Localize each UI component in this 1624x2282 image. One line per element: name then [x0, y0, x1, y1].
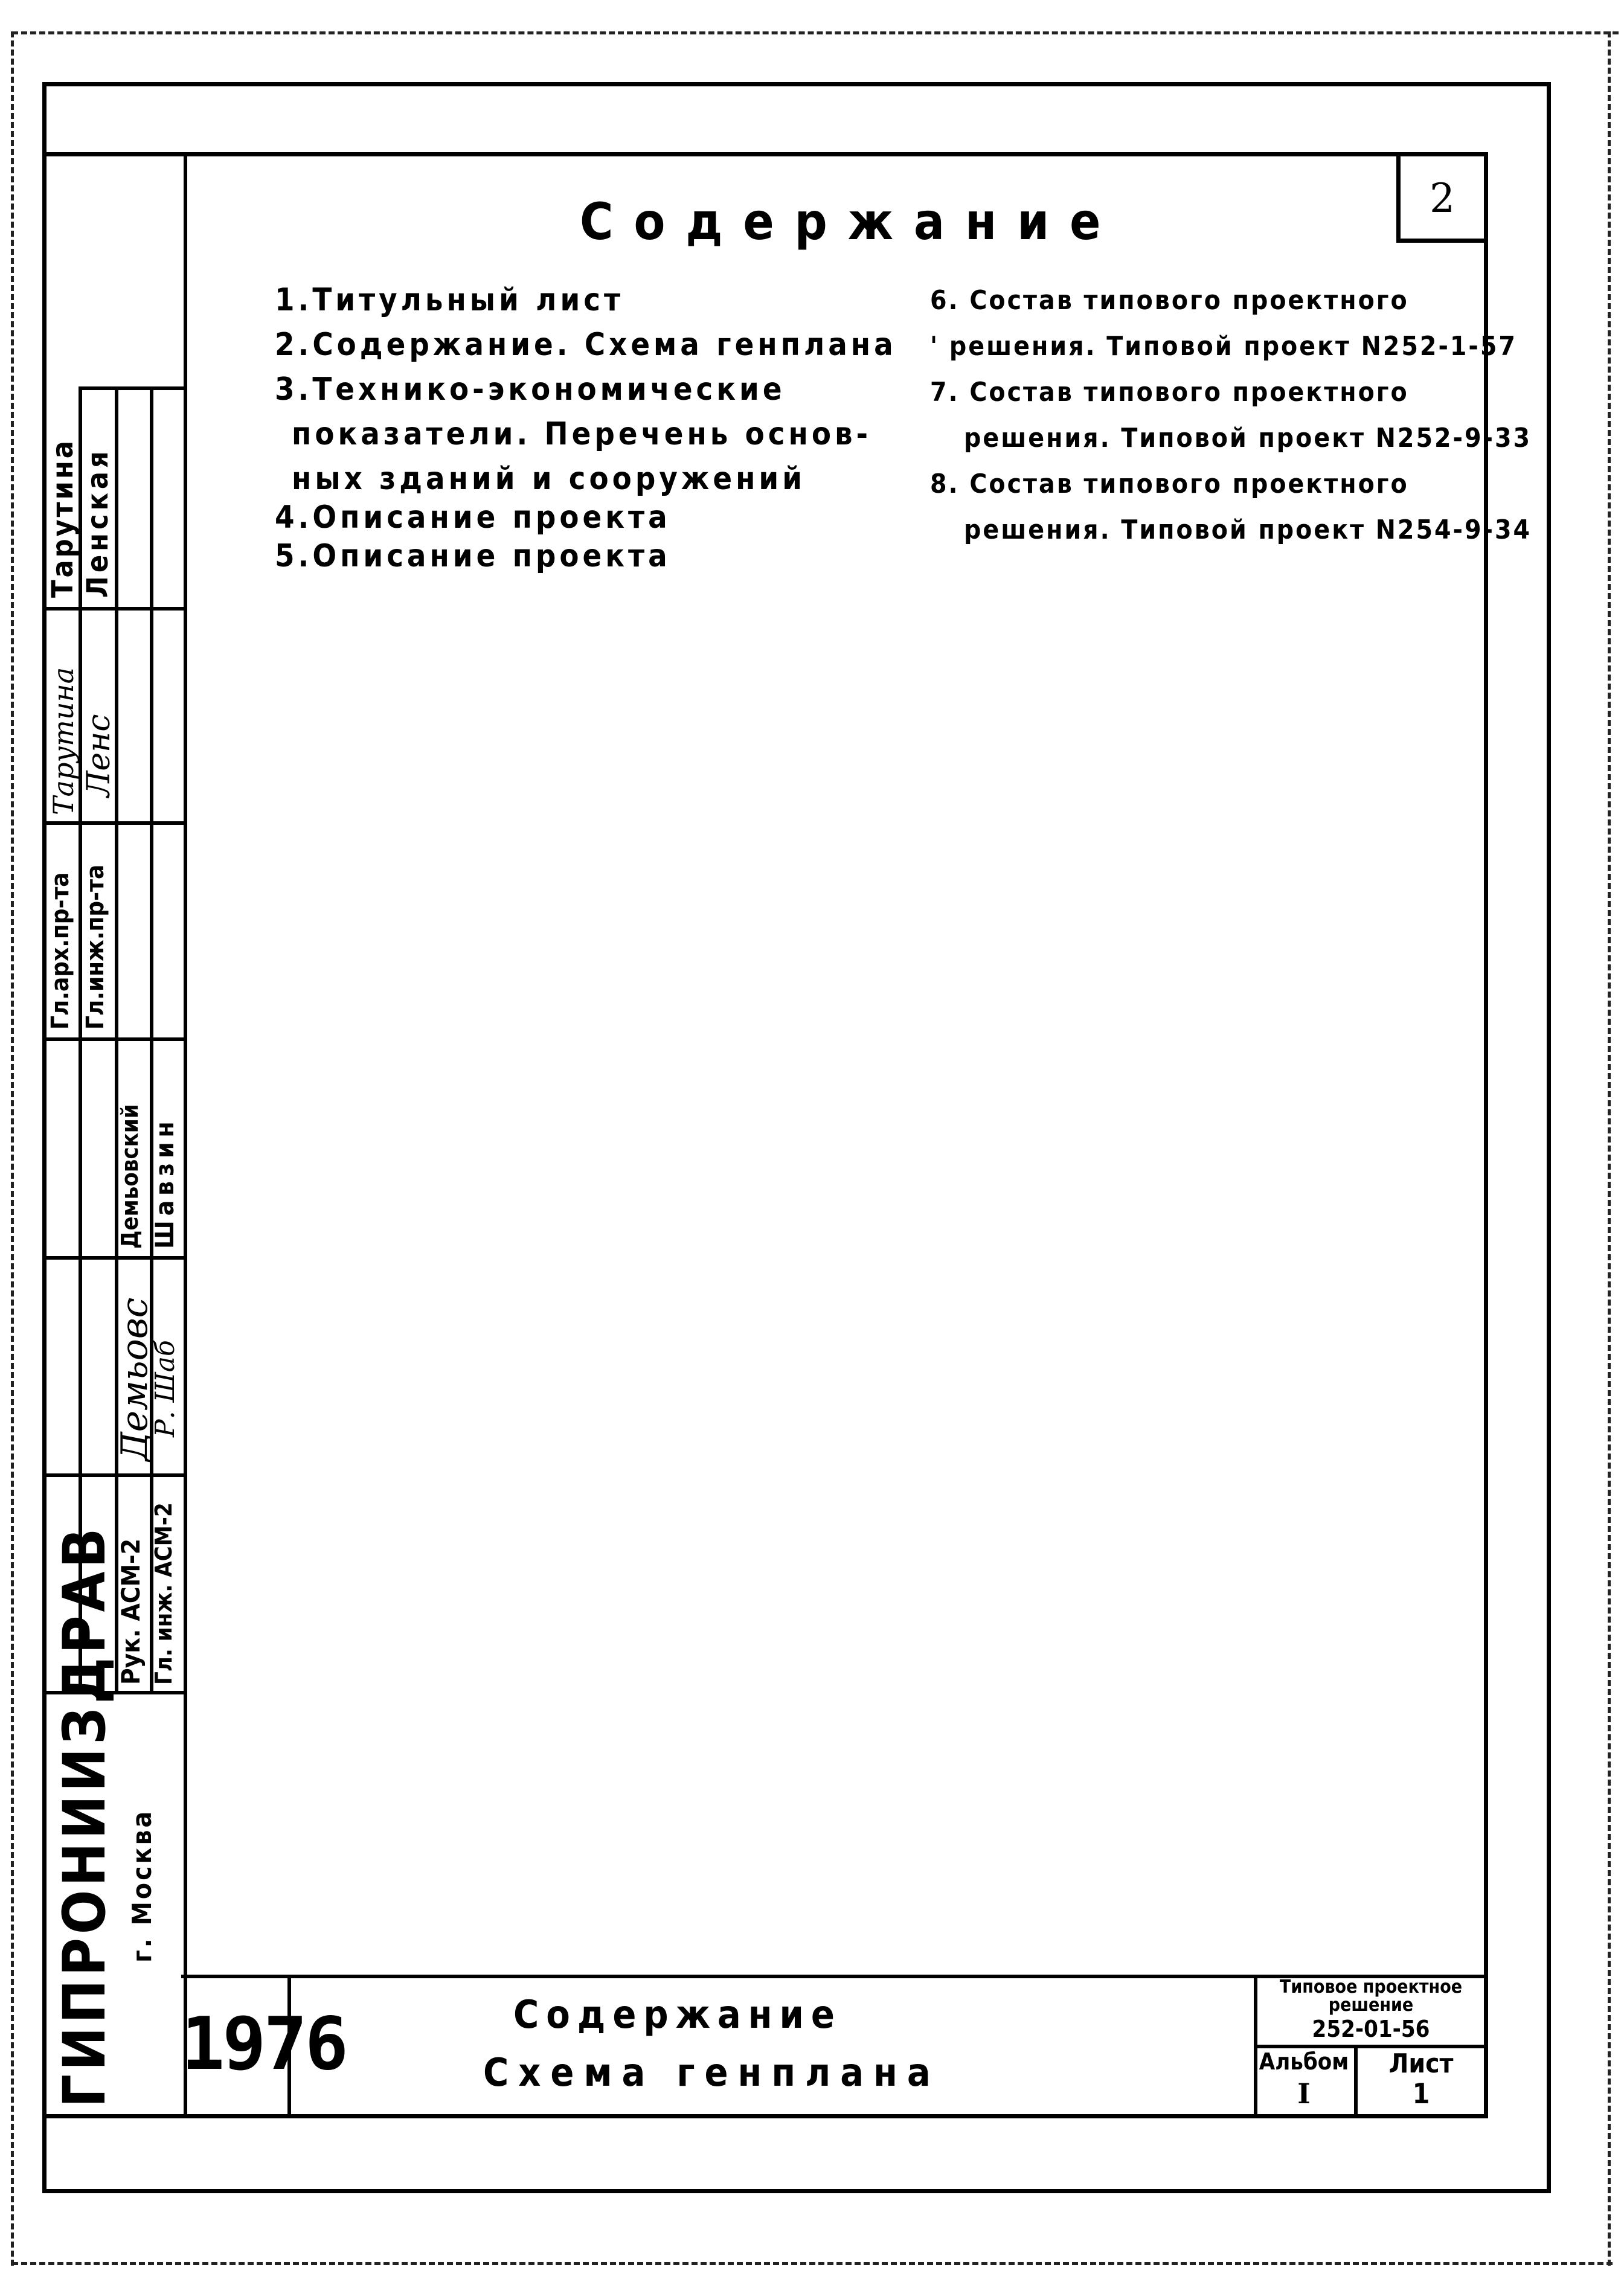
toc-item: 7. Состав типового проектного [930, 377, 1409, 408]
scan-edge-right [1608, 31, 1611, 2266]
contents-heading: Содержание [580, 192, 1122, 251]
role-ruk: Рук. АСМ-2 [116, 1538, 146, 1685]
stamp-sep-3 [42, 821, 185, 825]
sheet-label: Лист [1388, 2048, 1454, 2079]
name-lenskaya: Ленская [81, 447, 115, 598]
toc-left-column [275, 278, 897, 579]
toc-item: ных зданий и сооружений [292, 461, 806, 497]
toc-item: 3.Технико-экономические [275, 371, 786, 408]
name-dembovsky: Демьовский [117, 1104, 143, 1249]
stamp-sep-5 [42, 1256, 185, 1260]
stamp-sep-6 [42, 1473, 185, 1477]
title-line-2: Схема генплана [483, 2051, 940, 2095]
scan-edge-top [12, 31, 1619, 34]
album-label: Альбом [1259, 2048, 1349, 2075]
stamp-sep-1 [79, 386, 185, 390]
scan-edge-left [11, 31, 14, 2266]
side-column-border [184, 152, 187, 2118]
organization-city: г. Москва [127, 1809, 158, 1963]
role-arch: Гл.арх.пр-та [47, 872, 74, 1030]
role-eng: Гл.инж.пр-та [82, 864, 109, 1030]
typical-solution-label: Типовое проектное решение [1279, 1976, 1463, 2016]
name-shavzin: Шавзин [150, 1117, 179, 1249]
toc-item: решения. Типовой проект N252-9-33 [964, 423, 1532, 454]
toc-item: 1.Титульный лист [275, 282, 624, 318]
sheet-value: 1 [1412, 2077, 1430, 2110]
toc-item: 6. Состав типового проектного [930, 285, 1409, 316]
stamp-sep-2 [42, 607, 185, 611]
toc-item: 2.Содержание. Схема генплана [275, 327, 897, 363]
role-eng-asm: Гл. инж. АСМ-2 [150, 1502, 177, 1685]
toc-item: ' решения. Типовой проект N252-1-57 [930, 331, 1517, 362]
toc-right-column [930, 278, 1532, 553]
signature-lenskaya: Ленс [81, 714, 117, 797]
page-number: 2 [1430, 175, 1455, 222]
album-value: I [1297, 2077, 1311, 2110]
signature-tarutina: Тарутина [47, 667, 80, 815]
typical-solution-number: 252-01-56 [1312, 2016, 1430, 2042]
toc-item: решения. Типовой проект N254-9-34 [964, 514, 1532, 545]
toc-item: показатели. Перечень основ- [292, 416, 872, 452]
scan-edge-bottom [12, 2262, 1613, 2265]
name-tarutina: Тарутина [46, 438, 80, 598]
signature-shavzin: Р. Шаб [150, 1340, 181, 1437]
toc-item: 8. Состав типового проектного [930, 469, 1409, 499]
organization-name: ГИПРОНИИЗДРАВ [51, 1524, 118, 2107]
signature-dembovsky: Демьовс [114, 1297, 156, 1461]
toc-item: 4.Описание проекта [275, 499, 671, 536]
title-line-1: Содержание [513, 1993, 842, 2037]
stamp-sep-4 [42, 1037, 185, 1041]
toc-item: 5.Описание проекта [275, 538, 671, 574]
year: 1976 [181, 2002, 346, 2086]
